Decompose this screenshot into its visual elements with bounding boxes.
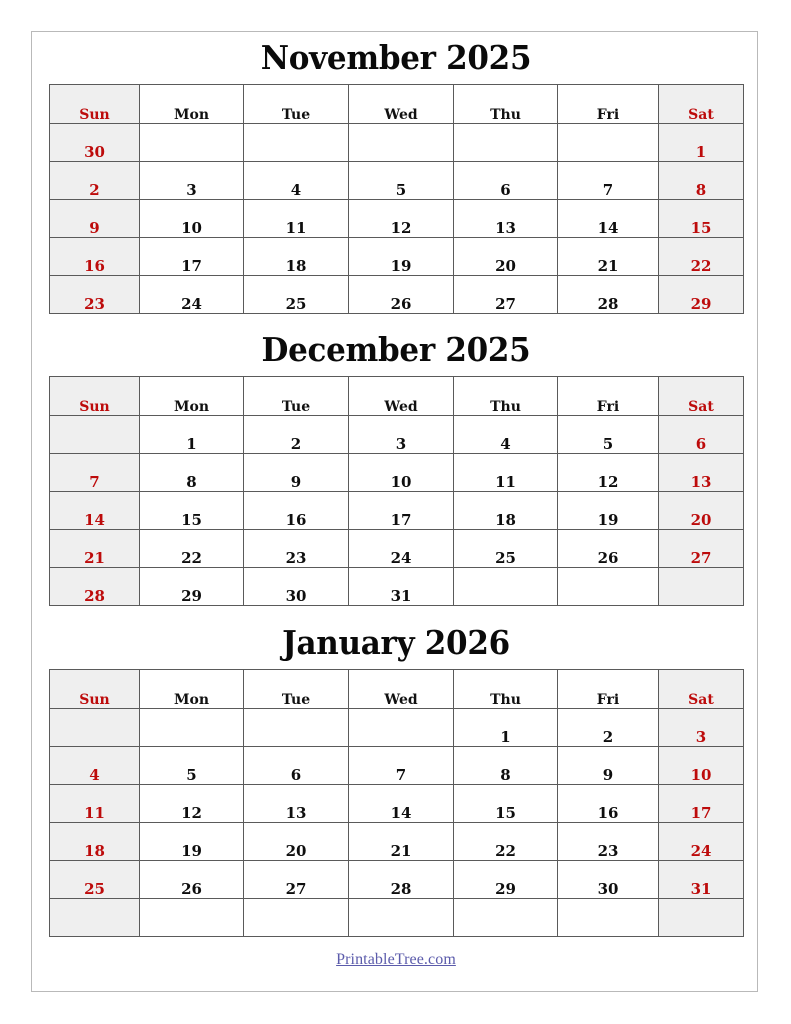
day-cell[interactable]: 20 [244, 823, 349, 861]
day-cell[interactable]: 26 [558, 530, 659, 568]
calendar-page [49, 32, 743, 993]
day-cell[interactable]: 10 [659, 747, 744, 785]
day-cell[interactable]: 23 [558, 823, 659, 861]
day-cell[interactable]: 5 [349, 162, 454, 200]
week-row [50, 709, 744, 747]
week-row [50, 861, 744, 899]
day-cell[interactable] [659, 899, 744, 937]
day-cell[interactable]: 1 [659, 124, 744, 162]
printabletree-link[interactable]: PrintableTree.com [336, 951, 456, 968]
day-cell[interactable]: 6 [454, 162, 558, 200]
day-cell[interactable] [659, 568, 744, 606]
day-cell[interactable]: 17 [140, 238, 244, 276]
day-cell[interactable]: 2 [558, 709, 659, 747]
day-cell[interactable] [50, 709, 140, 747]
day-cell[interactable]: 15 [140, 492, 244, 530]
weekday-header-tue: Tue [244, 670, 349, 709]
weekday-header-mon: Mon [140, 670, 244, 709]
day-cell[interactable]: 19 [349, 238, 454, 276]
day-cell[interactable]: 21 [558, 238, 659, 276]
page-frame [31, 31, 758, 992]
day-cell[interactable]: 19 [558, 492, 659, 530]
calendar-grid-november [49, 84, 744, 314]
day-cell[interactable] [454, 899, 558, 937]
day-cell[interactable] [558, 124, 659, 162]
month-title: January 2026 [282, 624, 510, 663]
day-cell[interactable]: 1 [454, 709, 558, 747]
day-cell[interactable] [244, 709, 349, 747]
day-cell[interactable]: 14 [50, 492, 140, 530]
day-cell[interactable]: 10 [140, 200, 244, 238]
day-cell[interactable]: 9 [244, 454, 349, 492]
day-cell[interactable]: 7 [349, 747, 454, 785]
day-cell[interactable]: 24 [659, 823, 744, 861]
day-cell[interactable]: 26 [349, 276, 454, 314]
week-row [50, 899, 744, 937]
day-cell[interactable]: 14 [558, 200, 659, 238]
weekday-header-wed: Wed [349, 670, 454, 709]
day-cell[interactable]: 24 [349, 530, 454, 568]
day-cell[interactable]: 5 [140, 747, 244, 785]
day-cell[interactable]: 24 [140, 276, 244, 314]
day-cell[interactable]: 17 [349, 492, 454, 530]
day-cell[interactable]: 3 [659, 709, 744, 747]
weekday-header-tue: Tue [244, 377, 349, 416]
day-cell[interactable]: 16 [558, 785, 659, 823]
day-cell[interactable]: 13 [454, 200, 558, 238]
month-block-november [49, 41, 743, 314]
day-cell[interactable]: 4 [454, 416, 558, 454]
day-cell[interactable] [50, 416, 140, 454]
day-cell[interactable]: 15 [659, 200, 744, 238]
day-cell[interactable] [454, 124, 558, 162]
week-row [50, 823, 744, 861]
day-cell[interactable]: 2 [244, 416, 349, 454]
day-cell[interactable]: 25 [454, 530, 558, 568]
day-cell[interactable]: 3 [349, 416, 454, 454]
day-cell[interactable] [558, 899, 659, 937]
day-cell[interactable] [349, 899, 454, 937]
day-cell[interactable]: 19 [140, 823, 244, 861]
day-cell[interactable]: 11 [454, 454, 558, 492]
day-cell[interactable]: 3 [140, 162, 244, 200]
day-cell[interactable]: 25 [244, 276, 349, 314]
day-cell[interactable]: 27 [454, 276, 558, 314]
day-cell[interactable]: 29 [659, 276, 744, 314]
day-cell[interactable]: 30 [50, 124, 140, 162]
day-cell[interactable]: 28 [349, 861, 454, 899]
day-cell[interactable] [244, 899, 349, 937]
weekday-header-row [50, 670, 744, 709]
weekday-header-row [50, 85, 744, 124]
day-cell[interactable] [140, 124, 244, 162]
month-block-december [49, 333, 743, 606]
week-row [50, 747, 744, 785]
day-cell[interactable]: 31 [659, 861, 744, 899]
day-cell[interactable]: 16 [50, 238, 140, 276]
weekday-header-thu: Thu [454, 670, 558, 709]
day-cell[interactable]: 9 [558, 747, 659, 785]
week-row [50, 200, 744, 238]
day-cell[interactable] [50, 899, 140, 937]
weekday-header-wed: Wed [349, 377, 454, 416]
day-cell[interactable]: 31 [349, 568, 454, 606]
day-cell[interactable]: 4 [50, 747, 140, 785]
day-cell[interactable]: 20 [454, 238, 558, 276]
day-cell[interactable]: 20 [659, 492, 744, 530]
day-cell[interactable]: 9 [50, 200, 140, 238]
month-title: November 2025 [260, 39, 532, 78]
day-cell[interactable]: 18 [50, 823, 140, 861]
day-cell[interactable]: 13 [244, 785, 349, 823]
day-cell[interactable]: 25 [50, 861, 140, 899]
day-cell[interactable]: 22 [140, 530, 244, 568]
calendar-grid-january [49, 669, 744, 937]
day-cell[interactable]: 12 [349, 200, 454, 238]
day-cell[interactable]: 14 [349, 785, 454, 823]
month-title: December 2025 [261, 331, 531, 370]
day-cell[interactable] [349, 709, 454, 747]
day-cell[interactable]: 6 [659, 416, 744, 454]
day-cell[interactable]: 22 [454, 823, 558, 861]
day-cell[interactable] [140, 709, 244, 747]
day-cell[interactable]: 26 [140, 861, 244, 899]
week-row [50, 124, 744, 162]
week-row [50, 785, 744, 823]
day-cell[interactable]: 8 [454, 747, 558, 785]
day-cell[interactable]: 11 [244, 200, 349, 238]
weekday-header-sat: Sat [659, 377, 744, 416]
day-cell[interactable] [558, 568, 659, 606]
week-row [50, 162, 744, 200]
weekday-header-sun: Sun [50, 670, 140, 709]
day-cell[interactable]: 5 [558, 416, 659, 454]
weekday-header-row [50, 377, 744, 416]
week-row [50, 530, 744, 568]
weekday-header-wed: Wed [349, 85, 454, 124]
day-cell[interactable]: 1 [140, 416, 244, 454]
day-cell[interactable]: 27 [659, 530, 744, 568]
day-cell[interactable]: 21 [50, 530, 140, 568]
week-row [50, 276, 744, 314]
day-cell[interactable]: 2 [50, 162, 140, 200]
day-cell[interactable] [454, 568, 558, 606]
day-cell[interactable]: 8 [659, 162, 744, 200]
week-row [50, 492, 744, 530]
day-cell[interactable] [349, 124, 454, 162]
day-cell[interactable]: 18 [244, 238, 349, 276]
day-cell[interactable]: 10 [349, 454, 454, 492]
day-cell[interactable]: 23 [50, 276, 140, 314]
day-cell[interactable]: 17 [659, 785, 744, 823]
day-cell[interactable]: 11 [50, 785, 140, 823]
weekday-header-sun: Sun [50, 377, 140, 416]
day-cell[interactable] [244, 124, 349, 162]
week-row [50, 416, 744, 454]
day-cell[interactable]: 30 [244, 568, 349, 606]
day-cell[interactable]: 29 [140, 568, 244, 606]
day-cell[interactable]: 7 [558, 162, 659, 200]
weekday-header-fri: Fri [558, 377, 659, 416]
day-cell[interactable]: 12 [140, 785, 244, 823]
weekday-header-thu: Thu [454, 377, 558, 416]
day-cell[interactable] [140, 899, 244, 937]
weekday-header-sat: Sat [659, 85, 744, 124]
day-cell[interactable]: 27 [244, 861, 349, 899]
day-cell[interactable]: 16 [244, 492, 349, 530]
weekday-header-mon: Mon [140, 377, 244, 416]
weekday-header-mon: Mon [140, 85, 244, 124]
day-cell[interactable]: 23 [244, 530, 349, 568]
weekday-header-tue: Tue [244, 85, 349, 124]
weekday-header-fri: Fri [558, 85, 659, 124]
weekday-header-thu: Thu [454, 85, 558, 124]
weekday-header-fri: Fri [558, 670, 659, 709]
day-cell[interactable]: 22 [659, 238, 744, 276]
week-row [50, 238, 744, 276]
day-cell[interactable]: 6 [244, 747, 349, 785]
week-row [50, 568, 744, 606]
day-cell[interactable]: 12 [558, 454, 659, 492]
day-cell[interactable]: 8 [140, 454, 244, 492]
day-cell[interactable]: 18 [454, 492, 558, 530]
day-cell[interactable]: 29 [454, 861, 558, 899]
day-cell[interactable]: 15 [454, 785, 558, 823]
month-block-january [49, 626, 743, 937]
day-cell[interactable]: 28 [50, 568, 140, 606]
day-cell[interactable]: 13 [659, 454, 744, 492]
weekday-header-sun: Sun [50, 85, 140, 124]
footer [49, 951, 743, 975]
day-cell[interactable]: 28 [558, 276, 659, 314]
weekday-header-sat: Sat [659, 670, 744, 709]
day-cell[interactable]: 21 [349, 823, 454, 861]
week-row [50, 454, 744, 492]
day-cell[interactable]: 30 [558, 861, 659, 899]
day-cell[interactable]: 7 [50, 454, 140, 492]
day-cell[interactable]: 4 [244, 162, 349, 200]
calendar-grid-december [49, 376, 744, 606]
